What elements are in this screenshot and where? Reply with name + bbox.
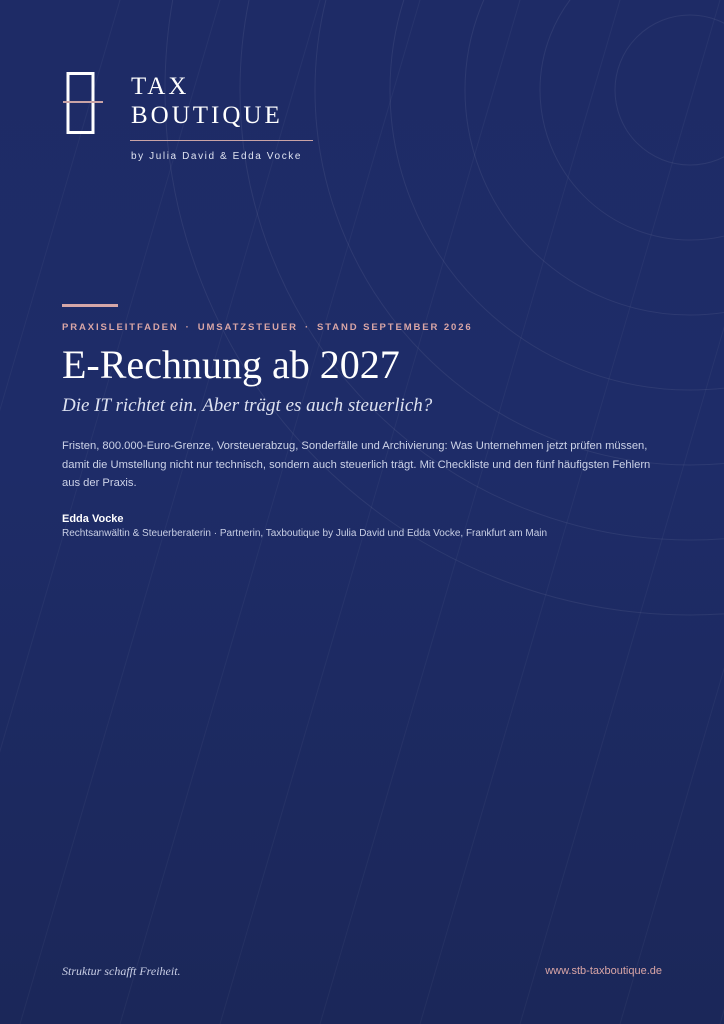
brand-line-2: BOUTIQUE bbox=[131, 102, 283, 129]
kicker-line bbox=[62, 322, 473, 333]
brand-byline: by Julia David & Edda Vocke bbox=[131, 151, 303, 162]
tax-boutique-logo-mark bbox=[63, 72, 103, 134]
footer-slogan: Struktur schafft Freiheit. bbox=[62, 964, 181, 978]
kicker-topic: UMSATZSTEUER bbox=[197, 322, 298, 333]
accent-bar bbox=[62, 304, 118, 307]
brand-line-1: TAX bbox=[131, 73, 190, 100]
author-role: Rechtsanwältin & Steuerberaterin · Partnerin, Taxboutique by Julia David und Edda Vocke, Frankfurt am Main bbox=[62, 528, 548, 539]
document-title: E-Rechnung ab 2027 bbox=[62, 342, 400, 387]
kicker-separator: · bbox=[304, 322, 311, 333]
kicker-separator: · bbox=[185, 322, 191, 333]
brand-logo-wordmark bbox=[131, 72, 283, 130]
document-subtitle: Die IT richtet ein. Aber trägt es auch steuerlich? bbox=[62, 395, 433, 416]
kicker-date: STAND SEPTEMBER 2026 bbox=[317, 322, 473, 333]
kicker-category: PRAXISLEITFADEN bbox=[62, 322, 179, 333]
author-name: Edda Vocke bbox=[62, 513, 124, 525]
lead-paragraph: Fristen, 800.000-Euro-Grenze, Vorsteuerabzug, Sonderfälle und Archivierung: Was Unternehmen jetzt prüfen müssen, damit die Umstellung nicht nur technisch, sondern auch steuerlich trägt. Mit Checkliste und den fünf häufigsten Fehlern aus der Praxis. bbox=[62, 440, 651, 489]
footer-website-link[interactable]: www.stb-taxboutique.de bbox=[545, 965, 662, 977]
logo-divider bbox=[130, 140, 313, 141]
